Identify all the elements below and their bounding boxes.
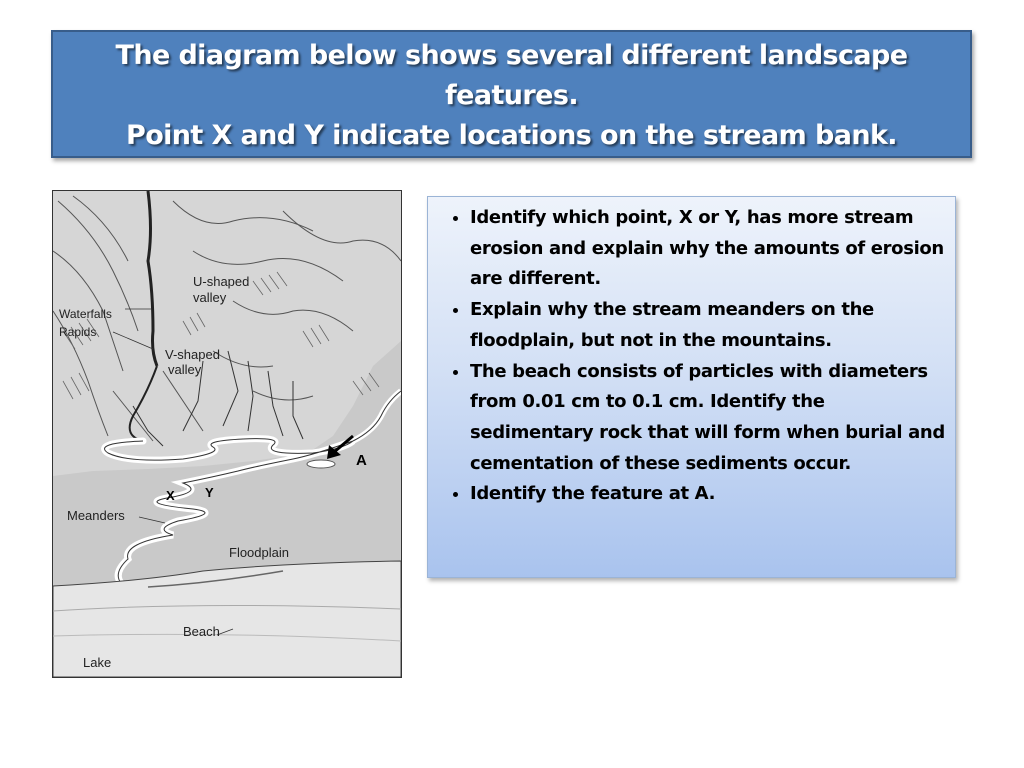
point-a: A xyxy=(356,452,367,469)
questions-box xyxy=(427,196,956,578)
landscape-diagram xyxy=(52,190,402,678)
label-v-valley: valley xyxy=(168,362,202,377)
point-x: X xyxy=(166,488,175,503)
question-item: • Identify which point, X or Y, has more stream erosion and explain why the amounts of erosion are different. xyxy=(470,203,947,295)
label-waterfalls: Waterfalls xyxy=(59,307,112,321)
arrow-icon xyxy=(327,436,353,459)
point-y: Y xyxy=(205,485,214,500)
label-lake: Lake xyxy=(83,655,112,670)
title-line-1: The diagram below shows several different landscape features. xyxy=(115,40,908,111)
label-beach: Beach xyxy=(183,624,220,639)
question-item: • Explain why the stream meanders on the floodplain, but not in the mountains. xyxy=(470,295,947,356)
label-meanders: Meanders xyxy=(67,508,125,523)
title-banner xyxy=(51,30,972,158)
question-item: • Identify the feature at A. xyxy=(470,479,947,510)
questions-list xyxy=(428,197,955,510)
label-u-valley: valley xyxy=(193,290,227,305)
question-item: • The beach consists of particles with diameters from 0.01 cm to 0.1 cm. Identify the sedimentary rock that will form when burial and cementation of these sediments occur. xyxy=(470,357,947,480)
label-floodplain: Floodplain xyxy=(229,545,289,560)
label-u-shaped: U-shaped xyxy=(193,274,250,289)
title-line-2: Point X and Y indicate locations on the stream bank. xyxy=(126,120,897,151)
slide-title xyxy=(53,36,970,156)
label-v-shaped: V-shaped xyxy=(165,347,220,362)
label-rapids: Rapids xyxy=(59,325,97,339)
landscape-drawing xyxy=(53,191,401,677)
